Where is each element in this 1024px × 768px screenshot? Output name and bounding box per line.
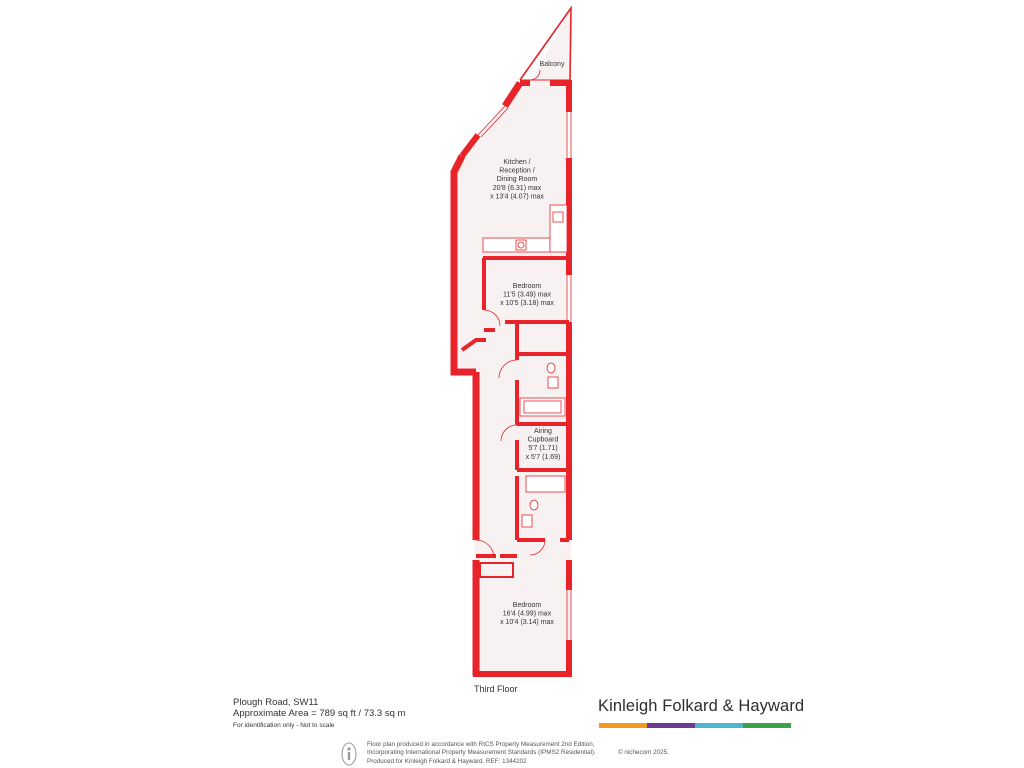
floor-label: Third Floor	[474, 684, 518, 694]
room-label-line: Balcony	[539, 61, 565, 68]
room-label-line: x 5'7 (1.69)	[525, 453, 561, 461]
brand-bar-purple	[647, 723, 695, 728]
footer-line: Floor plan produced in accordance with RICS Property Measurement 2nd Edition,	[367, 741, 595, 748]
scale-disclaimer: For identification only - Not to scale	[233, 722, 335, 729]
room-label-line: 11'5 (3.49) max	[503, 291, 551, 299]
room-label-line: x 10'4 (3.14) max	[500, 619, 554, 627]
room-label-line: 20'8 (6.31) max	[492, 184, 542, 192]
room-label-line: x 13'4 (4.07) max	[490, 193, 544, 201]
room-label-balcony	[540, 61, 565, 68]
brand-color-bars	[599, 723, 791, 728]
nichecom-logo-icon	[341, 742, 357, 766]
room-label-line: Kitchen /	[503, 159, 531, 166]
brand-bar-orange	[599, 723, 647, 728]
property-area: Approximate Area = 789 sq ft / 73.3 sq m	[233, 708, 406, 719]
room-label-line: Cupboard	[527, 436, 559, 444]
room-label-line: 16'4 (4.99) max	[502, 610, 552, 618]
brand-bar-green	[743, 723, 791, 728]
room-label-line: Reception /	[499, 167, 535, 175]
footer-line: Produced for Kinleigh Folkard & Hayward. REF: 1344202	[367, 757, 527, 765]
room-label-line: Dining Room	[496, 176, 538, 184]
room-label-line: Bedroom	[512, 602, 542, 609]
room-label-line: Bedroom	[512, 283, 542, 290]
brand-bar-blue	[695, 723, 743, 728]
room-label-line: x 10'5 (3.18) max	[500, 300, 554, 308]
footer-line: Incorporating International Property Measurement Standards (IPMS2 Residential).	[367, 749, 596, 757]
property-address: Plough Road, SW11	[233, 697, 319, 708]
room-label-line: 5'7 (1.71)	[528, 445, 558, 453]
footer-notes	[367, 741, 596, 766]
footer-copyright: © nichecom 2025.	[618, 749, 669, 756]
brand-logo-text: Kinleigh Folkard & Hayward	[598, 697, 805, 715]
floor-area	[452, 8, 571, 674]
room-label-line: Airing	[534, 428, 552, 435]
